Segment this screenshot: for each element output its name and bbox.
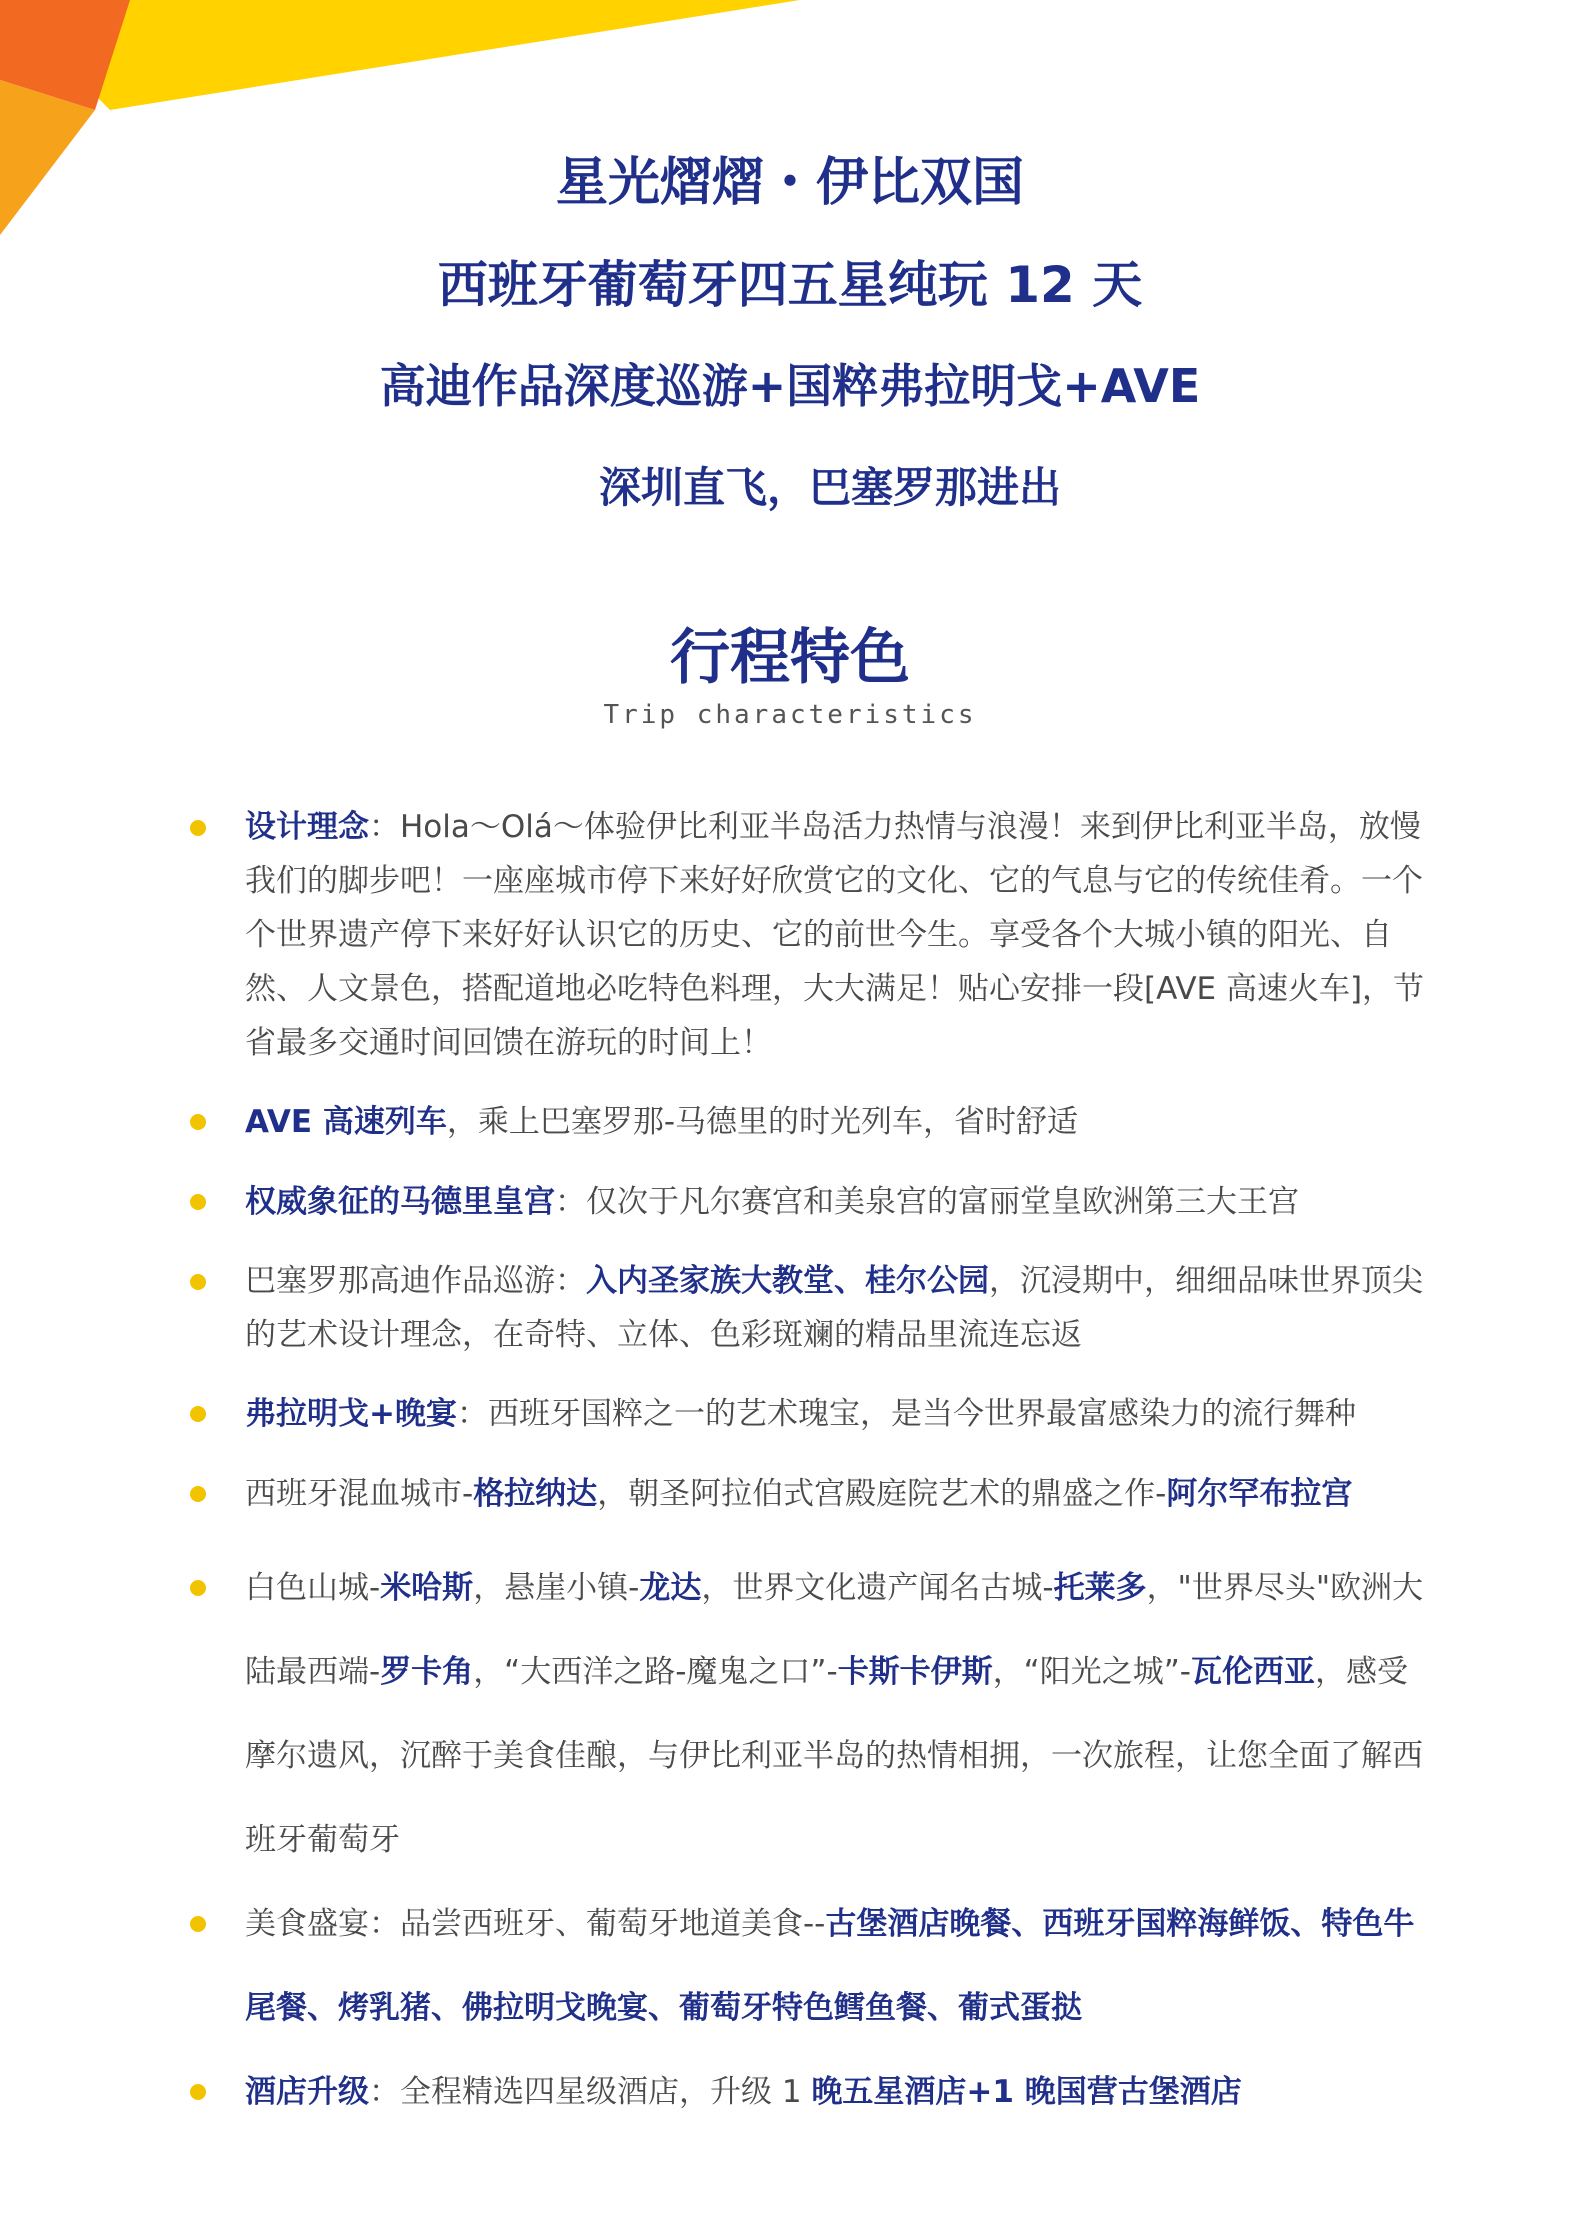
bullet-icon bbox=[190, 1916, 206, 1932]
bullet-icon bbox=[190, 2084, 206, 2100]
bullet-icon bbox=[190, 820, 206, 836]
list-item: 白色山城-米哈斯，悬崖小镇-龙达，世界文化遗产闻名古城-托莱多，"世界尽头"欧洲大陆最西端-罗卡角，“大西洋之路-魔鬼之口”-卡斯卡伊斯，“阳光之城”-瓦伦西亚，感受摩尔遗风，沉醉于美食佳酿，与伊比利亚半岛的热情相拥，一次旅程，让您全面了解西班牙葡萄牙 bbox=[190, 1546, 1430, 1882]
list-item: 美食盛宴：品尝西班牙、葡萄牙地道美食--古堡酒店晚餐、西班牙国粹海鲜饭、特色牛尾餐、烤乳猪、佛拉明戈晚宴、葡萄牙特色鳕鱼餐、葡式蛋挞 bbox=[190, 1882, 1430, 2050]
title-line-4: 深圳直飞，巴塞罗那进出 bbox=[598, 463, 1061, 512]
list-item: 权威象征的马德里皇宫：仅次于凡尔赛宫和美泉宫的富丽堂皇欧洲第三大王宫 bbox=[190, 1174, 1430, 1230]
list-item: 设计理念：Hola～Olá～体验伊比利亚半岛活力热情与浪漫！来到伊比利亚半岛，放慢我们的脚步吧！一座座城市停下来好好欣赏它的文化、它的气息与它的传统佳肴。一个个世界遗产停下来好好认识它的历史、它的前世今生。享受各个大城小镇的阳光、自然、人文景色，搭配道地必吃特色料理，大大满足！贴心安排一段[AVE 高速火车]，节省最多交通时间回馈在游玩的时间上！ bbox=[190, 800, 1430, 1070]
section-title: 行程特色 bbox=[670, 623, 910, 693]
list-item: 弗拉明戈+晚宴：西班牙国粹之一的艺术瑰宝，是当今世界最富感染力的流行舞种 bbox=[190, 1386, 1430, 1442]
title-line-2: 西班牙葡萄牙四五星纯玩 12 天 bbox=[437, 256, 1143, 314]
bullet-icon bbox=[190, 1486, 206, 1502]
title-line-1: 星光熠熠・伊比双国 bbox=[555, 153, 1024, 213]
bullet-icon bbox=[190, 1274, 206, 1290]
list-item: 西班牙混血城市-格拉纳达，朝圣阿拉伯式宫殿庭院艺术的鼎盛之作-阿尔罕布拉宫 bbox=[190, 1466, 1430, 1522]
bullet-icon bbox=[190, 1580, 206, 1596]
title-line-3: 高迪作品深度巡游+国粹弗拉明戈+AVE bbox=[379, 359, 1201, 413]
list-item: AVE 高速列车，乘上巴塞罗那-马德里的时光列车，省时舒适 bbox=[190, 1094, 1430, 1150]
list-item: 酒店升级：全程精选四星级酒店，升级 1 晚五星酒店+1 晚国营古堡酒店 bbox=[190, 2050, 1430, 2134]
bullet-icon bbox=[190, 1194, 206, 1210]
section-subtitle: Trip characteristics bbox=[603, 700, 977, 730]
list-item: 巴塞罗那高迪作品巡游：入内圣家族大教堂、桂尔公园，沉浸期中，细细品味世界顶尖的艺术设计理念，在奇特、立体、色彩斑斓的精品里流连忘返 bbox=[190, 1254, 1430, 1362]
bullet-icon bbox=[190, 1114, 206, 1130]
bullet-icon bbox=[190, 1406, 206, 1422]
feature-list bbox=[190, 800, 1430, 2134]
